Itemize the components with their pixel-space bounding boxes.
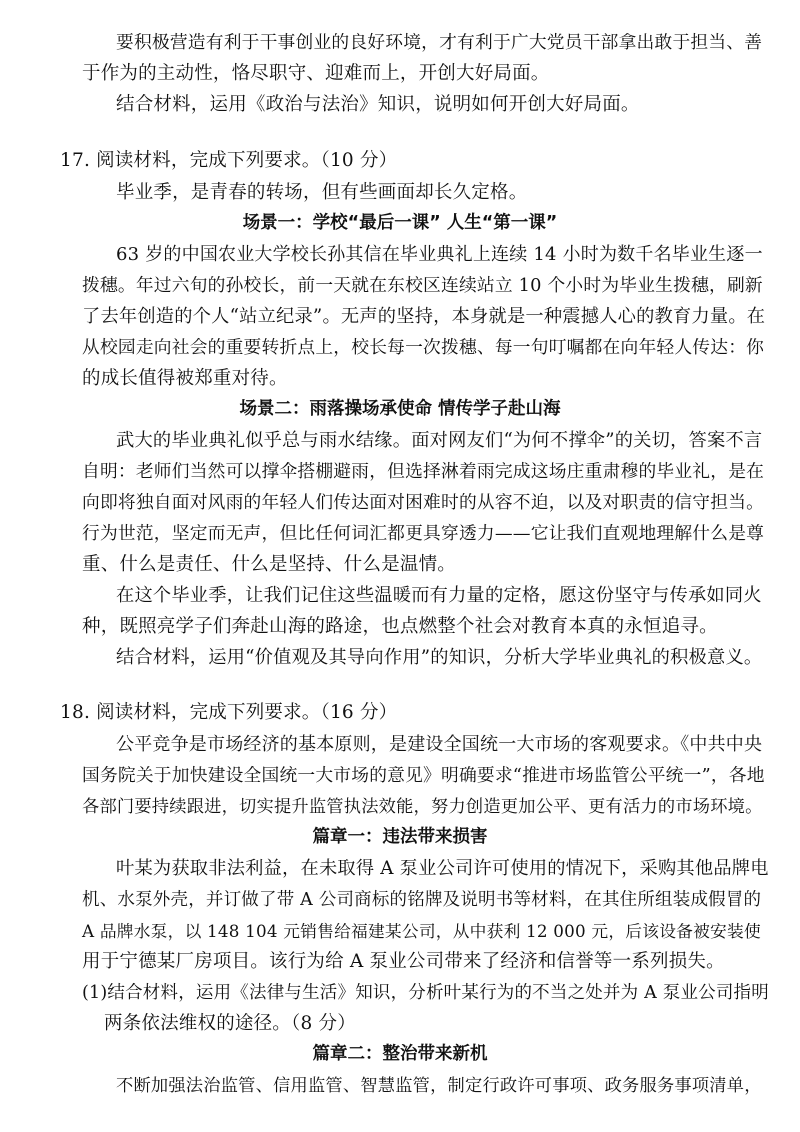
q18-lead-line: 国务院关于加快建设全国统一大市场的意见》明确要求“推进市场监管公平统一”，各地	[82, 766, 765, 786]
q17-scene1-heading: 场景一：学校“最后一课” 人生“第一课”	[242, 213, 558, 233]
q17-prompt: 结合材料，运用“价值观及其导向作用”的知识，分析大学毕业典礼的积极意义。	[116, 647, 763, 668]
q17-scene2-line: 向即将独自面对风雨的年轻人们传达面对困难时的从容不迫，以及对职责的信守担当。	[82, 493, 765, 513]
q17-scene2-line: 自明：老师们当然可以撑伞搭棚避雨，但选择淋着雨完成这场庄重肃穆的毕业礼，是在	[82, 462, 765, 482]
q17-scene2-line: 重、什么是责任、什么是坚持、什么是温情。	[82, 554, 457, 575]
q17-scene1-line: 的成长值得被郑重对待。	[82, 368, 288, 389]
q18-subquestion-1-cont: 两条依法维权的途径。（8 分）	[104, 1013, 356, 1034]
q18-chapter1-line: 机、水泵外壳，并订做了带 A 公司商标的铭牌及说明书等材料，在其住所组装成假冒的	[82, 890, 762, 910]
q17-scene2-heading: 场景二：雨落操场承使命 情传学子赴山海	[239, 399, 561, 419]
q18-chapter2-line: 不断加强法治监管、信用监管、智慧监管，制定行政许可事项、政务服务事项清单，	[116, 1076, 762, 1096]
q17-scene1-line: 从校园走向社会的重要转折点上，校长每一次拨穗、每一句叮嘱都在向年轻人传达：你	[82, 338, 765, 358]
q18-lead-line: 各部门要持续跟进，切实提升监管执法效能，努力创造更加公平、更有活力的市场环境。	[82, 797, 763, 817]
q17-closing-line: 种，既照亮学子们奔赴山海的路途，也点燃整个社会对教育本真的永恒追寻。	[82, 616, 718, 637]
q17-scene1-line: 拨穗。年过六旬的孙校长，前一天就在东校区连续站立 10 个小时为毕业生拨穗，刷新	[82, 276, 763, 296]
q18-lead-line: 公平竞争是市场经济的基本原则，是建设全国统一大市场的客观要求。《中共中央	[116, 734, 763, 755]
question-17-title: 17. 阅读材料，完成下列要求。（10 分）	[60, 150, 398, 171]
q17-scene1-line: 63 岁的中国农业大学校长孙其信在毕业典礼上连续 14 小时为数千名毕业生逐一	[116, 244, 763, 265]
q17-closing-line: 在这个毕业季，让我们记住这些温暖而有力量的定格，愿这份坚守与传承如同火	[116, 585, 762, 606]
q18-chapter1-line: A 品牌水泵，以 148 104 元销售给福建某公司，从中获利 12 000 元，后该设备被安装使	[82, 921, 761, 941]
q18-chapter1-line: 用于宁德某厂房项目。该行为给 A 泵业公司带来了经济和信誉等一系列损失。	[82, 951, 725, 972]
intro-line: 于作为的主动性，恪尽职守、迎难而上，开创大好局面。	[82, 63, 550, 84]
q18-chapter2-heading: 篇章二：整治带来新机	[312, 1044, 488, 1064]
q17-lead: 毕业季，是青春的转场，但有些画面却长久定格。	[116, 182, 528, 203]
intro-line: 要积极营造有利于干事创业的良好环境，才有利于广大党员干部拿出敢于担当、善	[116, 33, 763, 53]
intro-prompt: 结合材料，运用《政治与法治》知识，说明如何开创大好局面。	[116, 94, 640, 115]
q17-scene2-line: 武大的毕业典礼似乎总与雨水结缘。面对网友们“为何不撑伞”的关切，答案不言	[116, 430, 763, 451]
q17-scene1-line: 了去年创造的个人“站立纪录”。无声的坚持，本身就是一种震撼人心的教育力量。在	[82, 306, 766, 327]
question-18-title: 18. 阅读材料，完成下列要求。（16 分）	[60, 702, 398, 723]
q18-subquestion-1: (1)结合材料，运用《法律与生活》知识，分析叶某行为的不当之处并为 A 泵业公司指明	[82, 983, 769, 1003]
q18-chapter1-line: 叶某为获取非法利益，在未取得 A 泵业公司许可使用的情况下，采购其他品牌电	[116, 858, 769, 879]
q17-scene2-line: 行为世范，坚定而无声，但比任何词汇都更具穿透力——它让我们直观地理解什么是尊	[82, 524, 765, 544]
q18-chapter1-heading: 篇章一：违法带来损害	[312, 827, 488, 847]
